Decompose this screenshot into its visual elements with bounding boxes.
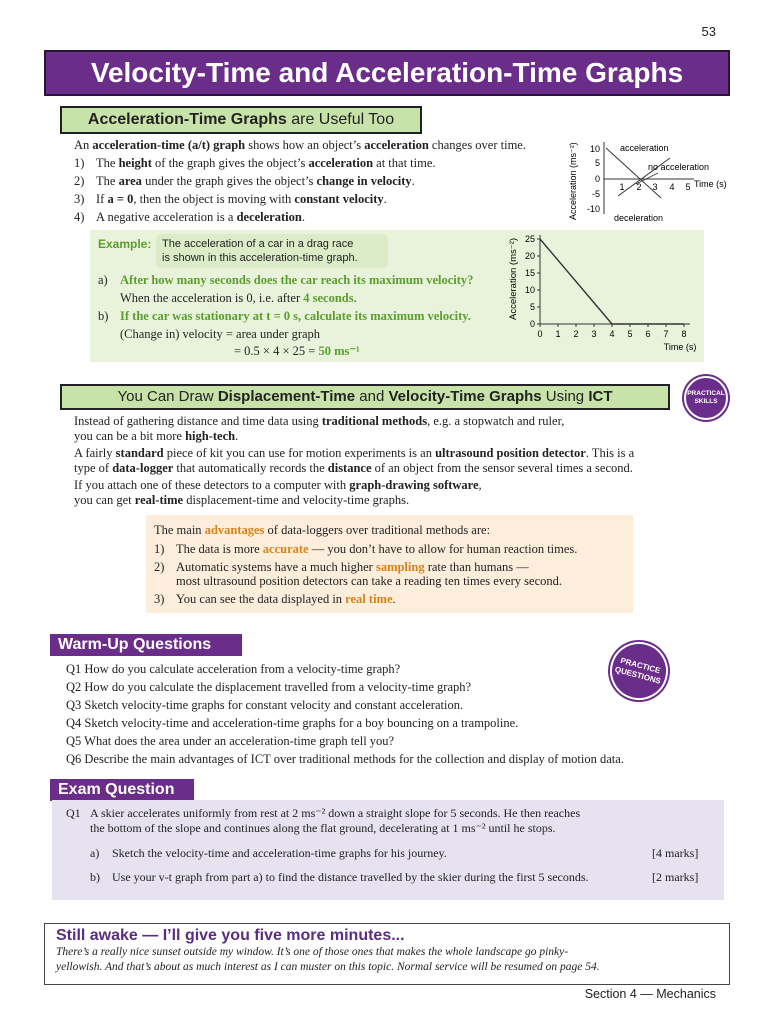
- point-1: 1) The height of the graph gives the object’s acceleration at that time.: [74, 156, 436, 170]
- y-tick-label: 0: [529, 319, 535, 329]
- small-xtick: 5: [685, 182, 691, 192]
- small-acceleration-graph: [566, 134, 736, 228]
- tab-bold: Acceleration-Time Graphs: [87, 111, 287, 128]
- warmup-q5: Q5 What does the area under an acceleration-time graph tell you?: [66, 734, 395, 748]
- exam-part-a: a) Sketch the velocity-time and acceleration-time graphs for his journey.: [90, 846, 447, 860]
- x-tick-label: 8: [681, 329, 687, 339]
- x-tick-label: 2: [573, 329, 579, 339]
- small-xtick: 4: [669, 182, 675, 192]
- warmup-q1: Q1 How do you calculate acceleration from a velocity-time graph?: [66, 662, 401, 676]
- tab-rest: are Useful Too: [286, 111, 395, 128]
- ict-para-1b: you can be a bit more high-tech.: [74, 429, 239, 443]
- small-ytick: 0: [594, 174, 600, 184]
- section-footer: Section 4 — Mechanics: [584, 987, 716, 1001]
- ict-para-2b: type of data-logger that automatically records the distance of an object from the sensor several times a second.: [74, 461, 633, 475]
- answer-a: When the acceleration is 0, i.e. after 4 seconds.: [120, 291, 357, 305]
- point-4: 4) A negative acceleration is a deceleration.: [74, 210, 305, 224]
- x-tick-label: 6: [645, 329, 651, 339]
- y-tick-label: 5: [529, 302, 535, 312]
- exam-tab: Exam Question: [50, 779, 194, 801]
- ict-para-3a: If you attach one of these detectors to a computer with graph-drawing software,: [74, 478, 482, 492]
- example-statement: The acceleration of a car in a drag race is shown in this acceleration-time graph.: [156, 234, 388, 268]
- exam-line-2: the bottom of the slope and continues along the flat ground, decelerating at 1 ms⁻² until he stops.: [90, 821, 556, 835]
- page-number: 53: [701, 24, 716, 39]
- small-line-deceleration: [606, 148, 661, 198]
- warmup-q3: Q3 Sketch velocity-time graphs for constant velocity and constant acceleration.: [66, 698, 464, 712]
- y-tick-label: 10: [524, 285, 535, 295]
- small-ylabel: Acceleration (ms⁻²): [568, 142, 578, 220]
- warmup-q2: Q2 How do you calculate the displacement travelled from a velocity-time graph?: [66, 680, 472, 694]
- y-tick-label: 20: [524, 251, 535, 261]
- x-tick-label: 4: [609, 329, 615, 339]
- x-tick-label: 5: [627, 329, 633, 339]
- small-label-dec: deceleration: [614, 213, 664, 223]
- practice-questions-badge: PRACTICE QUESTIONS: [603, 635, 674, 706]
- small-ytick: -5: [591, 189, 600, 199]
- still-awake-title: Still awake — I’ll give you five more minutes...: [56, 927, 405, 944]
- small-ytick: 5: [594, 158, 600, 168]
- point-3: 3) If a = 0, then the object is moving with constant velocity.: [74, 192, 387, 206]
- example-label: Example:: [98, 237, 152, 251]
- small-xtick: 2: [636, 182, 642, 192]
- x-tick-label: 0: [537, 329, 543, 339]
- small-label-acc: acceleration: [620, 143, 669, 153]
- practical-skills-badge: PRACTICAL SKILLS: [684, 376, 728, 420]
- point-2: 2) The area under the graph gives the object’s change in velocity.: [74, 174, 415, 188]
- y-tick-label: 15: [524, 268, 535, 278]
- adv-intro: The main advantages of data-loggers over traditional methods are:: [154, 523, 491, 537]
- small-xtick: 3: [652, 182, 658, 192]
- question-b: b) If the car was stationary at t = 0 s, calculate its maximum velocity.: [98, 309, 471, 323]
- small-xlabel: Time (s): [694, 179, 727, 189]
- warmup-tab: Warm-Up Questions: [50, 634, 242, 656]
- ict-para-1a: Instead of gathering distance and time data using traditional methods, e.g. a stopwatch and ruler,: [74, 414, 565, 428]
- series-line: [540, 239, 684, 324]
- small-ytick: -10: [586, 204, 600, 214]
- page-title: Velocity-Time and Acceleration-Time Graphs: [44, 50, 730, 96]
- question-a: a) After how many seconds does the car reach its maximum velocity?: [98, 273, 474, 287]
- intro-line: An acceleration-time (a/t) graph shows how an object’s acceleration changes over time.: [74, 138, 526, 152]
- still-awake-line-2: yellowish. And that’s about as much interest as I can muster on this topic. Normal service will be resumed on page 54.: [56, 961, 600, 973]
- exam-part-b: b) Use your v-t graph from part a) to find the distance travelled by the skier during the first 5 seconds.: [90, 870, 589, 884]
- exam-a-marks: [4 marks]: [652, 846, 699, 860]
- ict-para-3b: you can get real-time displacement-time and velocity-time graphs.: [74, 493, 410, 507]
- adv-1: 1) The data is more accurate — you don’t have to allow for human reaction times.: [154, 542, 578, 556]
- still-awake-line-1: There’s a really nice sunset outside my window. It’s one of those ones that makes the whole landscape go pinky-: [56, 946, 569, 958]
- x-tick-label: 3: [591, 329, 597, 339]
- warmup-q4: Q4 Sketch velocity-time and acceleration-time graphs for a boy bouncing on a trampoline.: [66, 716, 519, 730]
- adv-2-cont: most ultrasound position detectors can take a reading ten times every second.: [176, 574, 562, 588]
- exam-q1-num: Q1: [66, 806, 81, 820]
- section-tab-ict: You Can Draw Displacement-Time and Velocity-Time Graphs Using ICT: [60, 384, 670, 410]
- section-tab-acceleration: [60, 106, 422, 134]
- adv-2: 2) Automatic systems have a much higher sampling rate than humans —: [154, 560, 529, 574]
- x-axis-label: Time (s): [663, 342, 697, 352]
- small-ytick: 10: [589, 144, 600, 154]
- adv-3: 3) You can see the data displayed in real time.: [154, 592, 396, 606]
- exam-b-marks: [2 marks]: [652, 870, 699, 884]
- small-xtick: 1: [619, 182, 625, 192]
- acceleration-time-chart: [506, 230, 702, 354]
- small-label-none: no acceleration: [648, 162, 710, 172]
- y-tick-label: 25: [524, 234, 535, 244]
- exam-line-1: A skier accelerates uniformly from rest at 2 ms⁻² down a straight slope for 5 seconds. He then reaches: [90, 806, 581, 820]
- answer-b-2: = 0.5 × 4 × 25 = 50 ms⁻¹: [234, 344, 360, 358]
- ict-para-2a: A fairly standard piece of kit you can use for motion experiments is an ultrasound position detector. This is a: [74, 446, 635, 460]
- answer-b-1: (Change in) velocity = area under graph: [120, 327, 321, 341]
- warmup-q6: Q6 Describe the main advantages of ICT over traditional methods for the collection and display of motion data.: [66, 752, 624, 766]
- x-tick-label: 7: [663, 329, 669, 339]
- y-axis-label: Acceleration (ms⁻²): [508, 237, 519, 320]
- x-tick-label: 1: [555, 329, 561, 339]
